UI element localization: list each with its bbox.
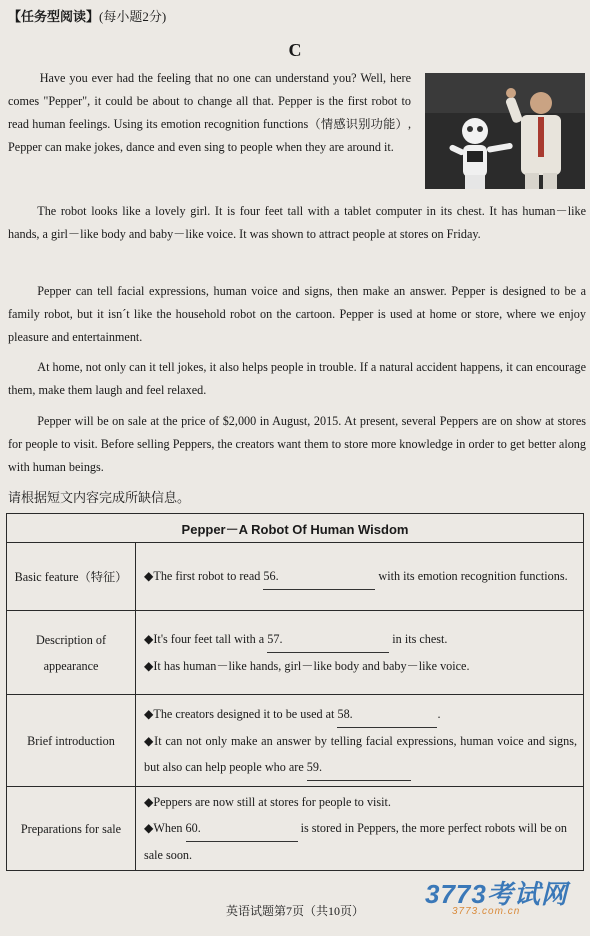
page-footer: 英语试题第7页（共10页） [225, 904, 364, 918]
paragraph-1: Have you ever had the feeling that no one can understand you? Well, here comes "Pepper", it could be about to change all that. Pepper is the first robot to read human feelings. Using its emotion recognition functions（情感识别功能）, Pepper can make jokes, dance and even sing to people when they are around it. [8, 71, 411, 154]
row-label-introduction: Brief introduction [7, 695, 136, 787]
passage-letter: C [288, 40, 302, 60]
table-row [7, 611, 584, 695]
answer-blank-59[interactable]: 59. [307, 754, 411, 781]
answer-blank-57[interactable]: 57. [267, 626, 389, 653]
fill-item-58: ◆The creators designed it to be used at 58. . [144, 701, 577, 728]
paragraph-3: Pepper can tell facial expressions, human voice and signs, then make an answer. Pepper is designed to be a family robot, but it isn´t like the household robot on the cartoon. Pepper is used at home or store, where we enjoy pleasure and entertainment. [8, 284, 586, 344]
row-content-introduction [136, 695, 584, 787]
answer-blank-56[interactable]: 56. [263, 563, 375, 590]
fill-item-59: ◆It can not only make an answer by telling facial expressions, human voice and signs, but also can help people who are 59. [144, 728, 577, 781]
points-note: (每小题2分) [99, 9, 167, 24]
info-item-preparations: ◆Peppers are now still at stores for people to visit. [144, 795, 391, 809]
paragraph-5: Pepper will be on sale at the price of $2,000 in August, 2015. At present, several Peppers are on show at stores for people to visit. Before selling Peppers, the creators want them to store more knowledge in order to get better along with human beings. [8, 414, 586, 474]
robot-photo-image [425, 73, 585, 189]
row-label-basic-feature: Basic feature（特征） [7, 543, 136, 611]
row-label-preparations: Preparations for sale [7, 787, 136, 871]
fill-item-57: ◆It's four feet tall with a 57. in its chest. [144, 626, 577, 653]
instruction: 请根据短文内容完成所缺信息。 [8, 490, 191, 505]
paragraph-2: The robot looks like a lovely girl. It is four feet tall with a tablet computer in its chest. It has human－like hands, a girl－like body and baby－like voice. It was shown to attract people at stores on Friday. [8, 204, 586, 241]
fill-item-60: ◆When 60. is stored in Peppers, the more perfect robots will be on sale soon. [144, 815, 577, 868]
info-item-appearance: ◆It has human－like hands, girl－like body and baby－like voice. [144, 659, 470, 673]
row-label-appearance: Description of appearance [7, 611, 136, 695]
table-title: Pepper－A Robot Of Human Wisdom [7, 514, 584, 543]
table-row [7, 543, 584, 611]
paragraph-4: At home, not only can it tell jokes, it also helps people in trouble. If a natural accident happens, it can encourage them, make them laugh and feel relaxed. [8, 360, 586, 397]
task-table [6, 513, 584, 871]
answer-blank-58[interactable]: 58. [337, 701, 437, 728]
fill-item-56: ◆The first robot to read 56. with its emotion recognition functions. [144, 563, 577, 590]
row-content-appearance [136, 611, 584, 695]
section-title: 【任务型阅读】 [8, 9, 100, 24]
table-row [7, 695, 584, 787]
watermark-logo: 3773考试网 [425, 879, 568, 909]
section-header [8, 6, 166, 25]
table-row [7, 787, 584, 871]
answer-blank-60[interactable]: 60. [186, 815, 298, 842]
row-content-preparations [136, 787, 584, 871]
row-content-basic-feature [136, 543, 584, 611]
watermark-url: 3773.com.cn [452, 906, 521, 917]
